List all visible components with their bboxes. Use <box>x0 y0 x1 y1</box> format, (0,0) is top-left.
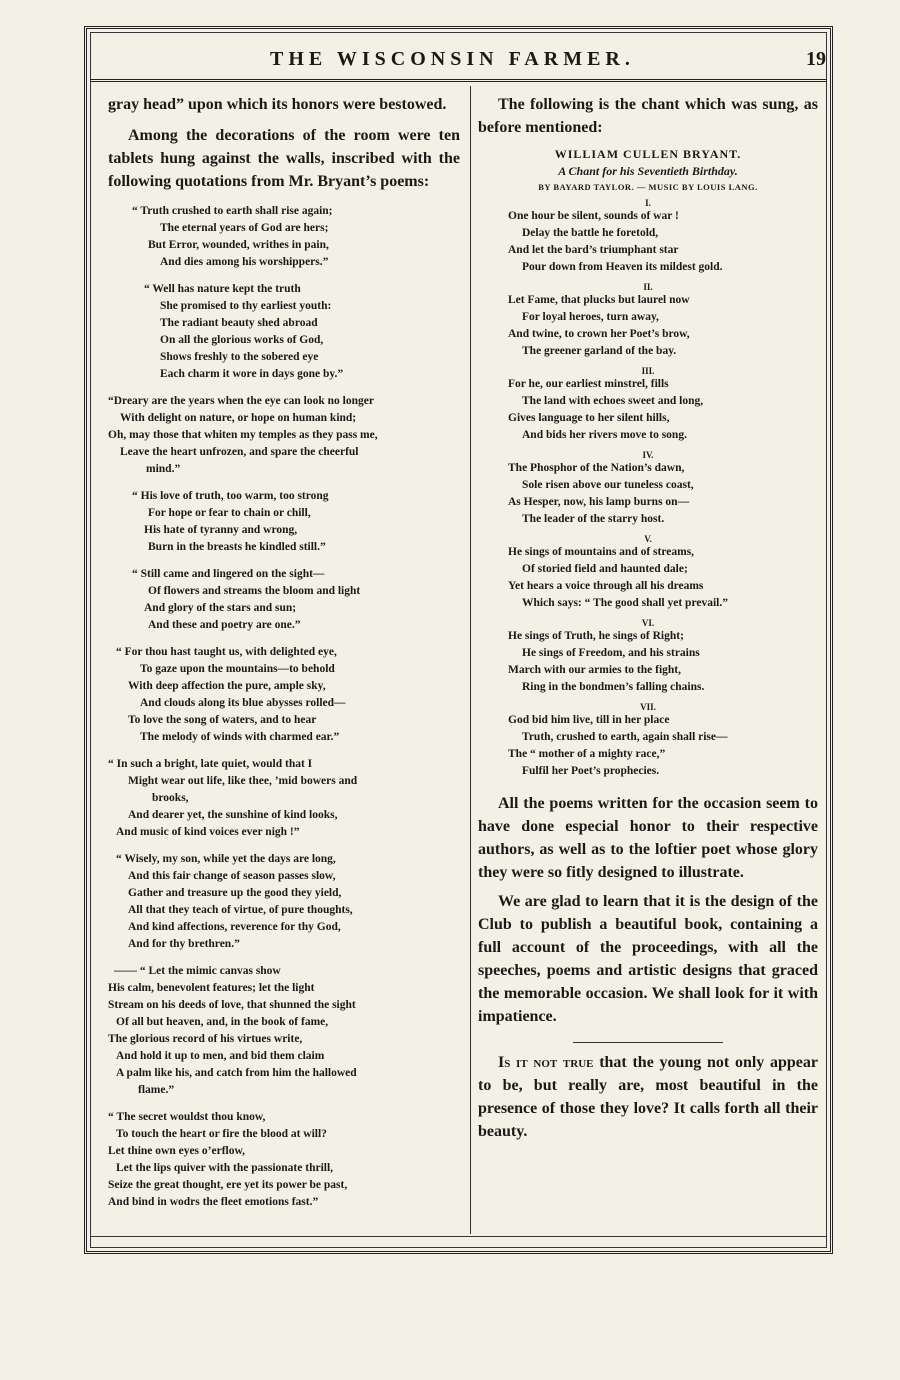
quotation-8: “ Wisely, my son, while yet the days are long, And this fair change of season passes slow, Gather and treasure up the good they yield, All that they teach of virtue, of pure thoughts, And kind affections, reverence for thy God, And for thy brethren.” <box>116 853 353 950</box>
chant-intro: The following is the chant which was sung, as before mentioned: <box>478 96 818 136</box>
paragraph-decorations: Among the decorations of the room were ten tablets hung against the walls, inscribed with the following quotations from Mr. Bryant’s poems: <box>108 127 460 190</box>
poem-stanza: I. One hour be silent, sounds of war ! Delay the battle he foretold, And let the bard’s triumphant star Pour down from Heaven its mildest gold. <box>508 198 723 273</box>
quotation-7: “ In such a bright, late quiet, would that I Might wear out life, like thee, ’mid bowers and brooks, And dearer yet, the sunshine of kind looks, And music of kind voices ever nigh !” <box>108 758 358 838</box>
quotation-4: “ His love of truth, too warm, too strong For hope or fear to chain or chill, His hate of tyranny and wrong, Burn in the breasts he kindled still.” <box>132 490 329 553</box>
poem-stanza: VI. He sings of Truth, he sings of Right; He sings of Freedom, and his strains March with our armies to the fight, Ring in the bondmen’s falling chains. <box>508 618 705 693</box>
poem-subtitle: A Chant for his Seventieth Birthday. <box>558 164 738 178</box>
page-number: 19 <box>806 48 826 70</box>
magazine-title: THE WISCONSIN FARMER. <box>270 48 635 70</box>
right-column <box>478 93 818 1143</box>
poem-stanza: III. For he, our earliest minstrel, fills The land with echoes sweet and long, Gives language to her silent hills, And bids her rivers move to song. <box>508 366 704 441</box>
quotation-3: “Dreary are the years when the eye can look no longer With delight on nature, or hope on human kind; Oh, may those that whiten my temples as they pass me, Leave the heart unfrozen, and spare the cheerful mind.” <box>108 395 378 475</box>
poem-credit: BY BAYARD TAYLOR. — MUSIC BY LOUIS LANG. <box>538 182 758 192</box>
quotation-6: “ For thou hast taught us, with delighted eye, To gaze upon the mountains—to behold With deep affection the pure, ample sky, And clouds along its blue abysses rolled— To love the song of waters, and to hear The melody of winds with charmed ear.” <box>116 646 346 743</box>
quotation-5: “ Still came and lingered on the sight— Of flowers and streams the bloom and light And glory of the stars and sun; And these and poetry are one.” <box>132 568 361 631</box>
poem-stanza: II. Let Fame, that plucks but laurel now For loyal heroes, turn away, And twine, to crown her Poet’s brow, The greener garland of the bay. <box>508 282 690 357</box>
lead-in: Is it not true <box>498 1054 594 1071</box>
poem-stanza: V. He sings of mountains and of streams, Of storied field and haunted dale; Yet hears a voice through all his dreams Which says: “ The good shall yet prevail.” <box>508 534 728 609</box>
paragraph-young: Is it not true that the young not only appear to be, but really are, most beautiful in the presence of those they love? It calls forth all their beauty. <box>478 1054 819 1140</box>
left-column <box>108 93 460 1211</box>
paragraph-poems: All the poems written for the occasion seem to have done especial honor to their respective authors, as well as to the loftier poet whose glory they were so fitly designed to illustrate. <box>478 795 818 881</box>
section-rule <box>573 1042 723 1043</box>
column-divider <box>470 86 471 1234</box>
quotation-2: “ Well has nature kept the truth She promised to thy earliest youth: The radiant beauty shed abroad On all the glorious works of God, Shows freshly to the sobered eye Each charm it wore in days gone by.” <box>144 283 344 380</box>
quotation-10: “ The secret wouldst thou know, To touch the heart or fire the blood at will? Let thine own eyes o’erflow, Let the lips quiver with the passionate thrill, Seize the great thought, ere yet its power be past, And bind in wodrs the fleet emotions fast.” <box>108 1111 348 1208</box>
header-rule <box>90 79 827 82</box>
quotation-9: —— “ Let the mimic canvas show His calm, benevolent features; let the light Stream on his deeds of love, that shunned the sight Of all but heaven, and, in the book of fame, The glorious record of his virtues write, And hold it up to men, and bid them claim A palm like his, and catch from him the hallowed flame.” <box>108 965 357 1096</box>
bottom-rule <box>90 1236 827 1237</box>
paragraph-continued: gray head” upon which its honors were bestowed. <box>108 96 447 113</box>
paragraph-book: We are glad to learn that it is the design of the Club to publish a beautiful book, containing a full account of the proceedings, with all the speeches, poems and artistic designs that graced the memorable occasion. We shall look for it with impatience. <box>478 893 818 1025</box>
poem-stanza: IV. The Phosphor of the Nation’s dawn, Sole risen above our tuneless coast, As Hesper, now, his lamp burns on— The leader of the starry host. <box>508 450 694 525</box>
poem-title: WILLIAM CULLEN BRYANT. <box>554 147 742 161</box>
quotation-1: “ Truth crushed to earth shall rise again; The eternal years of God are hers; But Error, wounded, writhes in pain, And dies among his worshippers.” <box>132 205 333 268</box>
poem-stanza: VII. God bid him live, till in her place Truth, crushed to earth, again shall rise— The “ mother of a mighty race,” Fulfil her Poet’s prophecies. <box>508 702 728 777</box>
